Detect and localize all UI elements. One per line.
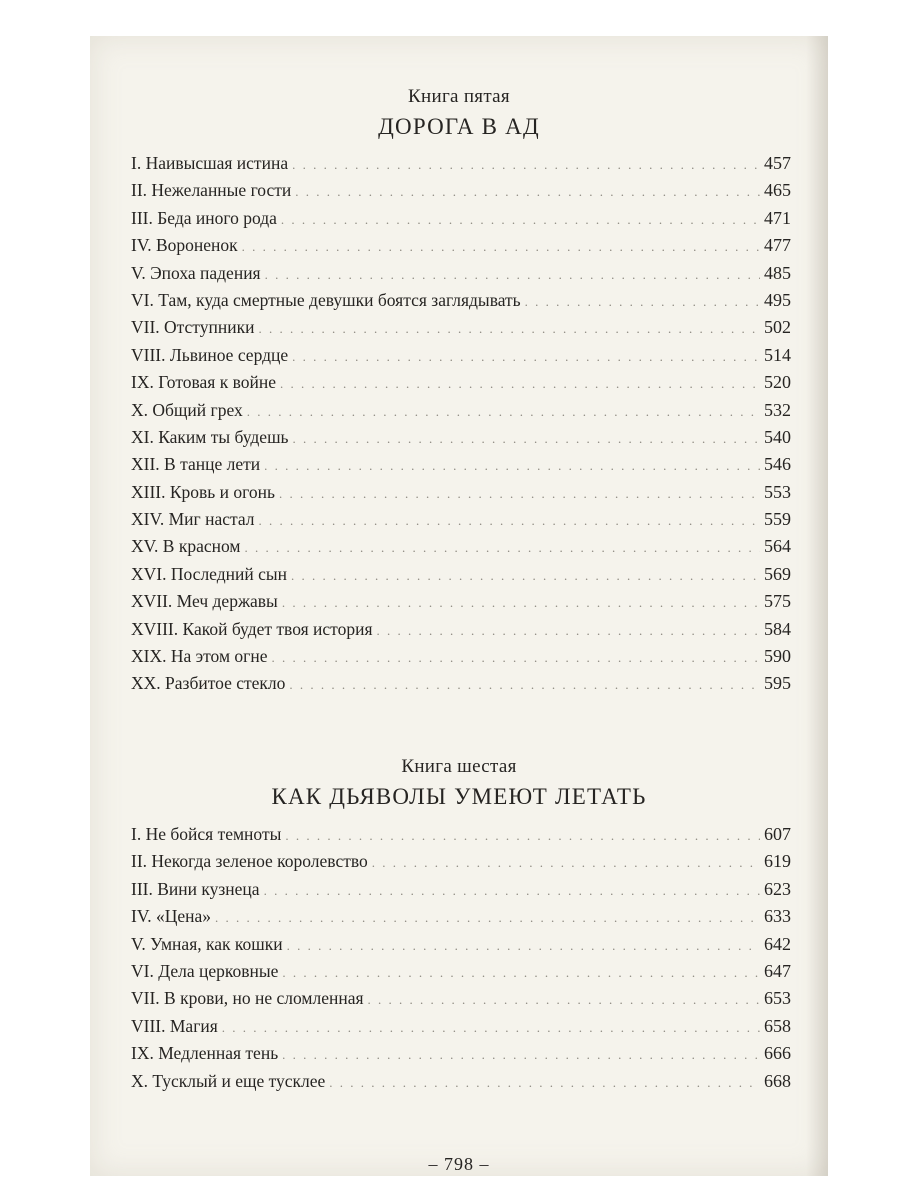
spine-shadow xyxy=(806,36,828,1176)
chapter-title: V. Эпоха падения xyxy=(131,262,261,283)
chapter-title: VIII. Львиное сердце xyxy=(131,344,289,365)
dot-leader xyxy=(287,938,760,954)
toc-entry xyxy=(131,1016,791,1043)
page-number: – 798 – xyxy=(428,1154,490,1174)
toc-entry xyxy=(131,934,791,961)
toc-entry xyxy=(131,345,791,372)
dot-leader xyxy=(280,376,760,392)
chapter-page-number: 653 xyxy=(764,988,791,1009)
toc-entry xyxy=(131,290,791,317)
toc-entry xyxy=(131,153,791,180)
chapter-title: XII. В танце лети xyxy=(131,454,261,475)
chapter-title: XV. В красном xyxy=(131,536,241,557)
chapter-title: XVI. Последний сын xyxy=(131,563,287,584)
dot-leader xyxy=(329,1075,760,1091)
dot-leader xyxy=(264,883,760,899)
toc-entry xyxy=(131,509,791,536)
chapter-page-number: 584 xyxy=(764,618,791,639)
chapter-page-number: 477 xyxy=(764,235,791,256)
chapter-title: III. Беда иного рода xyxy=(131,207,277,228)
chapter-page-number: 575 xyxy=(764,591,791,612)
toc-entry xyxy=(131,851,791,878)
chapter-page-number: 485 xyxy=(764,262,791,283)
toc-entry xyxy=(131,961,791,988)
chapter-title: IV. Вороненок xyxy=(131,235,238,256)
chapter-page-number: 520 xyxy=(764,372,791,393)
toc-entry xyxy=(131,673,791,700)
toc-entry xyxy=(131,1043,791,1070)
chapter-page-number: 590 xyxy=(764,646,791,667)
chapter-title: X. Тусклый и еще тусклее xyxy=(131,1070,326,1091)
toc-entry xyxy=(131,427,791,454)
chapter-page-number: 457 xyxy=(764,153,791,173)
dot-leader xyxy=(291,568,760,584)
book5-label: Книга пятая xyxy=(408,86,510,107)
chapter-title: X. Общий грех xyxy=(131,399,243,420)
toc-entry xyxy=(131,646,791,673)
toc-entry xyxy=(131,263,791,290)
toc-entry xyxy=(131,400,791,427)
chapter-title: XVII. Меч державы xyxy=(131,591,278,612)
chapter-page-number: 623 xyxy=(764,878,791,899)
chapter-title: VIII. Магия xyxy=(131,1015,218,1036)
dot-leader xyxy=(292,157,760,173)
dot-leader xyxy=(285,828,760,844)
book5-title: ДОРОГА В АД xyxy=(378,114,540,139)
toc-entry xyxy=(131,317,791,344)
chapter-page-number: 633 xyxy=(764,906,791,927)
dot-leader xyxy=(272,650,761,666)
chapter-page-number: 569 xyxy=(764,563,791,584)
dot-leader xyxy=(292,349,760,365)
chapter-title: IV. «Цена» xyxy=(131,906,211,927)
chapter-page-number: 495 xyxy=(764,289,791,310)
chapter-title: XVIII. Какой будет твоя история xyxy=(131,618,373,639)
chapter-title: IX. Готовая к войне xyxy=(131,372,276,393)
chapter-page-number: 540 xyxy=(764,426,791,447)
toc-entry xyxy=(131,879,791,906)
chapter-page-number: 471 xyxy=(764,207,791,228)
chapter-title: XIV. Миг настал xyxy=(131,509,255,530)
dot-leader xyxy=(222,1020,760,1036)
dot-leader xyxy=(293,431,760,447)
chapter-page-number: 666 xyxy=(764,1043,791,1064)
toc-entry xyxy=(131,536,791,563)
toc-entry xyxy=(131,564,791,591)
dot-leader xyxy=(289,677,760,693)
chapter-page-number: 546 xyxy=(764,454,791,475)
chapter-title: VI. Дела церковные xyxy=(131,960,279,981)
toc-entry xyxy=(131,208,791,235)
chapter-page-number: 502 xyxy=(764,317,791,338)
chapter-page-number: 559 xyxy=(764,509,791,530)
dot-leader xyxy=(281,212,760,228)
dot-leader xyxy=(282,595,760,611)
dot-leader xyxy=(247,404,760,420)
toc-entry xyxy=(131,180,791,207)
toc-entry xyxy=(131,1071,791,1098)
chapter-title: IX. Медленная тень xyxy=(131,1043,279,1064)
chapter-page-number: 532 xyxy=(764,399,791,420)
chapter-title: VI. Там, куда смертные девушки боятся заглядывать xyxy=(131,289,521,310)
chapter-title: VII. Отступники xyxy=(131,317,255,338)
chapter-page-number: 647 xyxy=(764,960,791,981)
dot-leader xyxy=(259,513,761,529)
book6-heading xyxy=(90,756,828,810)
chapter-page-number: 553 xyxy=(764,481,791,502)
toc-entry xyxy=(131,619,791,646)
chapter-title: III. Вини кузнеца xyxy=(131,878,260,899)
chapter-page-number: 607 xyxy=(764,824,791,844)
book5-heading xyxy=(90,86,828,140)
chapter-title: V. Умная, как кошки xyxy=(131,933,283,954)
dot-leader xyxy=(244,540,760,556)
chapter-page-number: 619 xyxy=(764,851,791,872)
chapter-page-number: 595 xyxy=(764,673,791,694)
dot-leader xyxy=(377,623,761,639)
dot-leader xyxy=(258,321,760,337)
chapter-page-number: 642 xyxy=(764,933,791,954)
chapter-title: I. Не бойся темноты xyxy=(131,824,282,844)
toc-entry xyxy=(131,235,791,262)
toc-entry xyxy=(131,454,791,481)
book5-toc xyxy=(131,153,791,701)
dot-leader xyxy=(264,458,760,474)
chapter-title: XIX. На этом огне xyxy=(131,646,268,667)
chapter-page-number: 564 xyxy=(764,536,791,557)
chapter-page-number: 658 xyxy=(764,1015,791,1036)
chapter-title: I. Наивысшая истина xyxy=(131,153,289,173)
dot-leader xyxy=(282,1047,760,1063)
dot-leader xyxy=(525,294,760,310)
book-page xyxy=(90,36,828,1176)
toc-entry xyxy=(131,372,791,399)
dot-leader xyxy=(372,855,760,871)
chapter-page-number: 465 xyxy=(764,180,791,201)
chapter-page-number: 668 xyxy=(764,1070,791,1091)
dot-leader xyxy=(279,486,760,502)
toc-entry xyxy=(131,591,791,618)
dot-leader xyxy=(282,965,760,981)
book6-toc xyxy=(131,824,791,1098)
dot-leader xyxy=(215,910,760,926)
toc-entry xyxy=(131,824,791,851)
chapter-title: XX. Разбитое стекло xyxy=(131,673,286,694)
dot-leader xyxy=(295,184,760,200)
toc-entry xyxy=(131,988,791,1015)
chapter-title: II. Нежеланные гости xyxy=(131,180,292,201)
book6-title: КАК ДЬЯВОЛЫ УМЕЮТ ЛЕТАТЬ xyxy=(271,784,647,809)
dot-leader xyxy=(242,239,760,255)
toc-entry xyxy=(131,482,791,509)
book6-label: Книга шестая xyxy=(401,756,517,777)
chapter-title: XI. Каким ты будешь xyxy=(131,426,289,447)
dot-leader xyxy=(368,992,760,1008)
chapter-title: XIII. Кровь и огонь xyxy=(131,481,275,502)
toc-entry xyxy=(131,906,791,933)
dot-leader xyxy=(265,267,760,283)
chapter-title: II. Некогда зеленое королевство xyxy=(131,851,368,872)
chapter-title: VII. В крови, но не сломленная xyxy=(131,988,364,1009)
chapter-page-number: 514 xyxy=(764,344,791,365)
